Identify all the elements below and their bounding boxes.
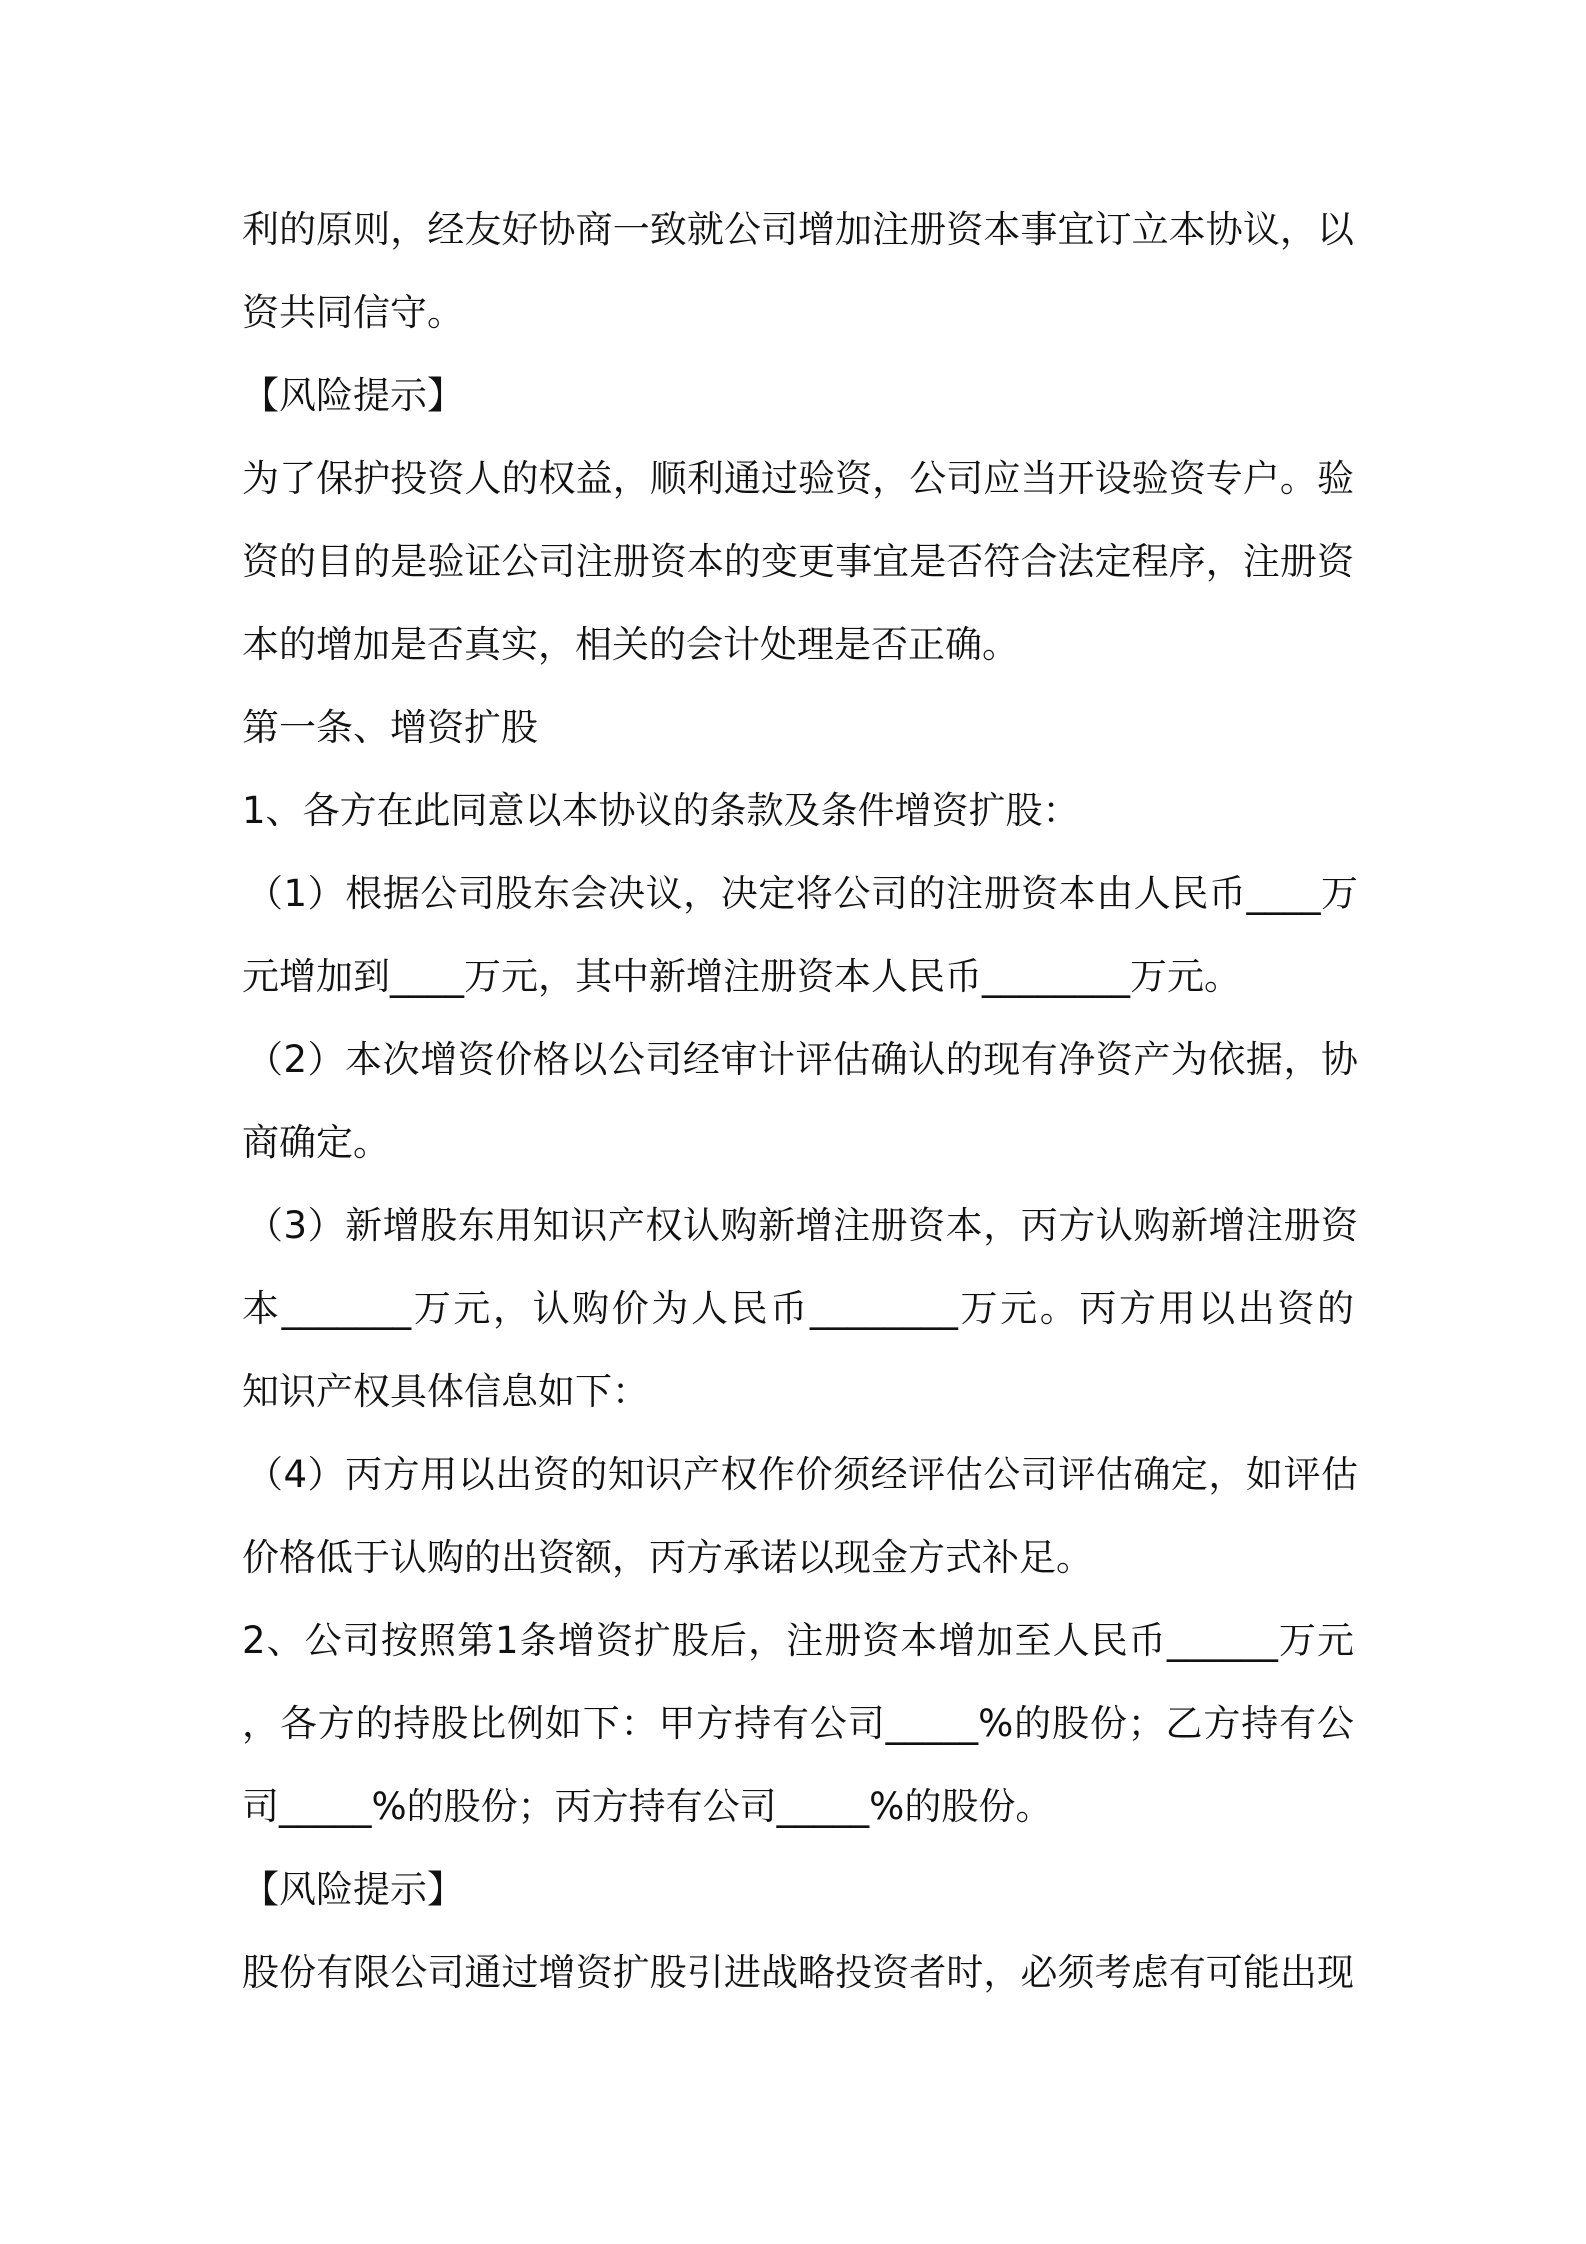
clause-line: 知识产权具体信息如下： — [242, 1370, 649, 1413]
risk-warning-heading: 【风险提示】 — [242, 374, 464, 417]
clause-line: 本_______万元，认购价为人民币________万元。丙方用以出资的 — [242, 1287, 1354, 1330]
clause-line: （2）本次增资价格以公司经审计评估确认的现有净资产为依据，协 — [246, 1038, 1358, 1081]
clause-line: 元增加到____万元，其中新增注册资本人民币________万元。 — [242, 955, 1241, 998]
paragraph-line: 本的增加是否真实，相关的会计处理是否正确。 — [242, 623, 1019, 666]
article-heading: 第一条、增资扩股 — [242, 706, 538, 749]
clause-line: （4）丙方用以出资的知识产权作价须经评估公司评估确定，如评估 — [246, 1453, 1358, 1496]
clause-line: （3）新增股东用知识产权认购新增注册资本，丙方认购新增注册资 — [246, 1204, 1358, 1247]
clause-line: 价格低于认购的出资额，丙方承诺以现金方式补足。 — [242, 1536, 1093, 1579]
clause-line: 1、各方在此同意以本协议的条款及条件增资扩股： — [242, 789, 1080, 832]
risk-warning-heading: 【风险提示】 — [242, 1868, 464, 1911]
paragraph-line: 股份有限公司通过增资扩股引进战略投资者时，必须考虑有可能出现 — [242, 1951, 1354, 1994]
paragraph-line: 利的原则，经友好协商一致就公司增加注册资本事宜订立本协议，以 — [242, 208, 1354, 251]
clause-line: 2、公司按照第1条增资扩股后，注册资本增加至人民币______万元 — [242, 1619, 1354, 1662]
clause-line: 司_____%的股份；丙方持有公司_____%的股份。 — [242, 1785, 1053, 1828]
clause-line: （1）根据公司股东会决议，决定将公司的注册资本由人民币____万 — [246, 872, 1358, 915]
paragraph-line: 为了保护投资人的权益，顺利通过验资，公司应当开设验资专户。验 — [242, 457, 1354, 500]
paragraph-line: 资共同信守。 — [242, 291, 464, 334]
paragraph-line: 资的目的是验证公司注册资本的变更事宜是否符合法定程序，注册资 — [242, 540, 1354, 583]
clause-line: ，各方的持股比例如下：甲方持有公司_____%的股份；乙方持有公 — [242, 1702, 1354, 1745]
clause-line: 商确定。 — [242, 1121, 390, 1164]
